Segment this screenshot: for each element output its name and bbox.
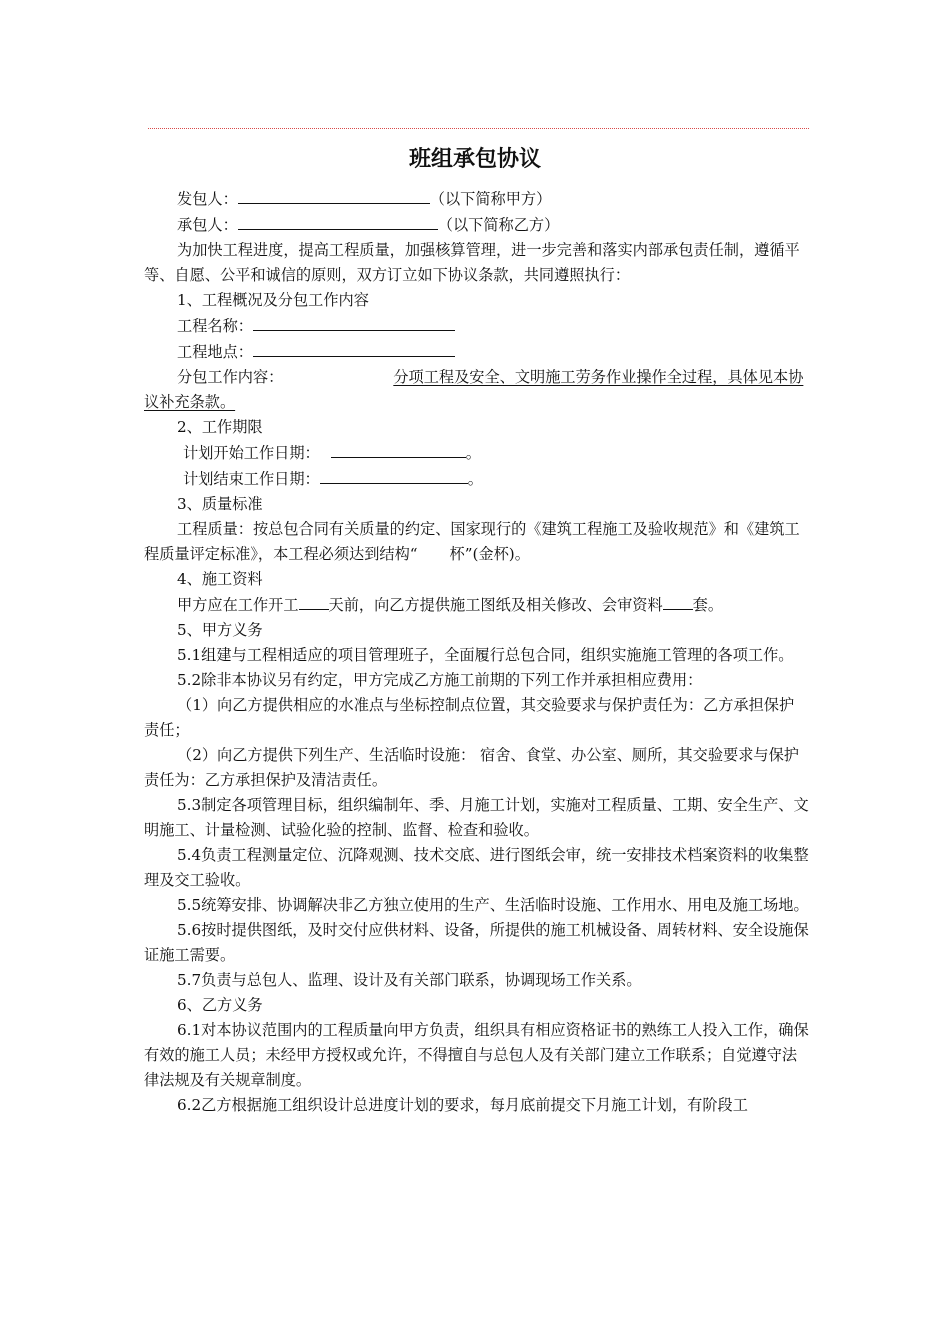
- project-site-line: [144, 339, 809, 365]
- end-date-line: [144, 466, 809, 492]
- clause-6-2: 6.2乙方根据施工组织设计总进度计划的要求，每月底前提交下月施工计划，有阶段工: [177, 1096, 748, 1114]
- start-date-label: 计划开始工作日期：: [183, 444, 320, 462]
- start-date-period: 。: [465, 444, 481, 462]
- clause-5-2-2: （2）向乙方提供下列生产、生活临时设施： 宿舍、食堂、办公室、厕所，其交验要求与保护责任为：乙方承担保护及清洁责任。: [144, 746, 799, 789]
- documents-text-c: 套。: [692, 596, 723, 614]
- section-5-heading: 5、甲方义务: [177, 621, 263, 639]
- scope-text: 分项工程及安全、文明施工劳务作业操作全过程，具体见本协议补充条款。: [144, 368, 804, 411]
- party-a-note: （以下简称甲方）: [429, 190, 552, 208]
- days-blank: [299, 592, 329, 610]
- scope-paragraph: [144, 365, 809, 415]
- document-title: 班组承包协议: [408, 147, 541, 172]
- party-b-blank: [238, 212, 438, 230]
- clause-6-1: 6.1对本协议范围内的工程质量向甲方负责，组织具有相应资格证书的熟练工人投入工作，确保有效的施工人员；未经甲方授权或允许，不得擅自与总包人及有关部门建立工作联系；自觉遵守法律法规及有关规章制度。: [144, 1021, 809, 1089]
- clause-5-6: 5.6按时提供图纸，及时交付应供材料、设备，所提供的施工机械设备、周转材料、安全设施保证施工需要。: [144, 921, 809, 964]
- section-6-heading: 6、乙方义务: [177, 996, 263, 1014]
- section-4-heading: 4、施工资料: [177, 570, 263, 588]
- start-date-blank: [331, 440, 466, 458]
- clause-5-3: 5.3制定各项管理目标，组织编制年、季、月施工计划，实施对工程质量、工期、安全生产、文明施工、计量检测、试验化验的控制、监督、检查和验收。: [144, 796, 809, 839]
- quality-paragraph: [144, 517, 809, 567]
- end-date-blank: [320, 466, 468, 484]
- scope-label: 分包工作内容：: [177, 368, 284, 386]
- quality-text-a: 工程质量：按总包合同有关质量的约定、国家现行的《建筑工程施工及验收规范》和《建筑工程质量评定标准》，本工程必须达到结构“: [144, 520, 800, 563]
- documents-text-a: 甲方应在工作开工: [177, 596, 299, 614]
- party-b-label: 承包人：: [177, 216, 238, 234]
- end-date-period: 。: [467, 470, 483, 488]
- end-date-label: 计划结束工作日期：: [183, 470, 320, 488]
- quality-text-b: 杯”(金杯)。: [449, 545, 530, 563]
- intro-paragraph: 为加快工程进度，提高工程质量，加强核算管理，进一步完善和落实内部承包责任制，遵循平等、自愿、公平和诚信的原则，双方订立如下协议条款，共同遵照执行：: [144, 241, 800, 284]
- documents-paragraph: [144, 592, 809, 618]
- clause-5-7: 5.7负责与总包人、监理、设计及有关部门联系，协调现场工作关系。: [177, 971, 642, 989]
- header-rule: [148, 128, 809, 129]
- party-b-note: （以下简称乙方）: [437, 216, 560, 234]
- section-2-heading: 2、工作期限: [177, 418, 263, 436]
- party-a-label: 发包人：: [177, 190, 238, 208]
- document-body: [144, 186, 809, 1118]
- start-date-line: [144, 440, 809, 466]
- project-name-line: [144, 313, 809, 339]
- project-site-blank: [253, 339, 455, 357]
- section-3-heading: 3、质量标准: [177, 495, 263, 513]
- project-name-blank: [253, 313, 455, 331]
- party-a-blank: [238, 186, 430, 204]
- clause-5-4: 5.4负责工程测量定位、沉降观测、技术交底、进行图纸会审，统一安排技术档案资料的收集整理及交工验收。: [144, 846, 809, 889]
- sets-blank: [663, 592, 693, 610]
- documents-text-b: 天前，向乙方提供施工图纸及相关修改、会审资料: [328, 596, 663, 614]
- clause-5-1: 5.1组建与工程相适应的项目管理班子，全面履行总包合同，组织实施施工管理的各项工作。: [177, 646, 794, 664]
- clause-5-5: 5.5统筹安排、协调解决非乙方独立使用的生产、生活临时设施、工作用水、用电及施工场地。: [177, 896, 809, 914]
- project-name-label: 工程名称：: [177, 317, 253, 335]
- party-a-line: [144, 186, 809, 212]
- project-site-label: 工程地点：: [177, 343, 253, 361]
- party-b-line: [144, 212, 809, 238]
- clause-5-2-1: （1）向乙方提供相应的水准点与坐标控制点位置，其交验要求与保护责任为：乙方承担保护责任；: [144, 696, 795, 739]
- section-1-heading: 1、工程概况及分包工作内容: [177, 291, 369, 309]
- clause-5-2: 5.2除非本协议另有约定，甲方完成乙方施工前期的下列工作并承担相应费用：: [177, 671, 703, 689]
